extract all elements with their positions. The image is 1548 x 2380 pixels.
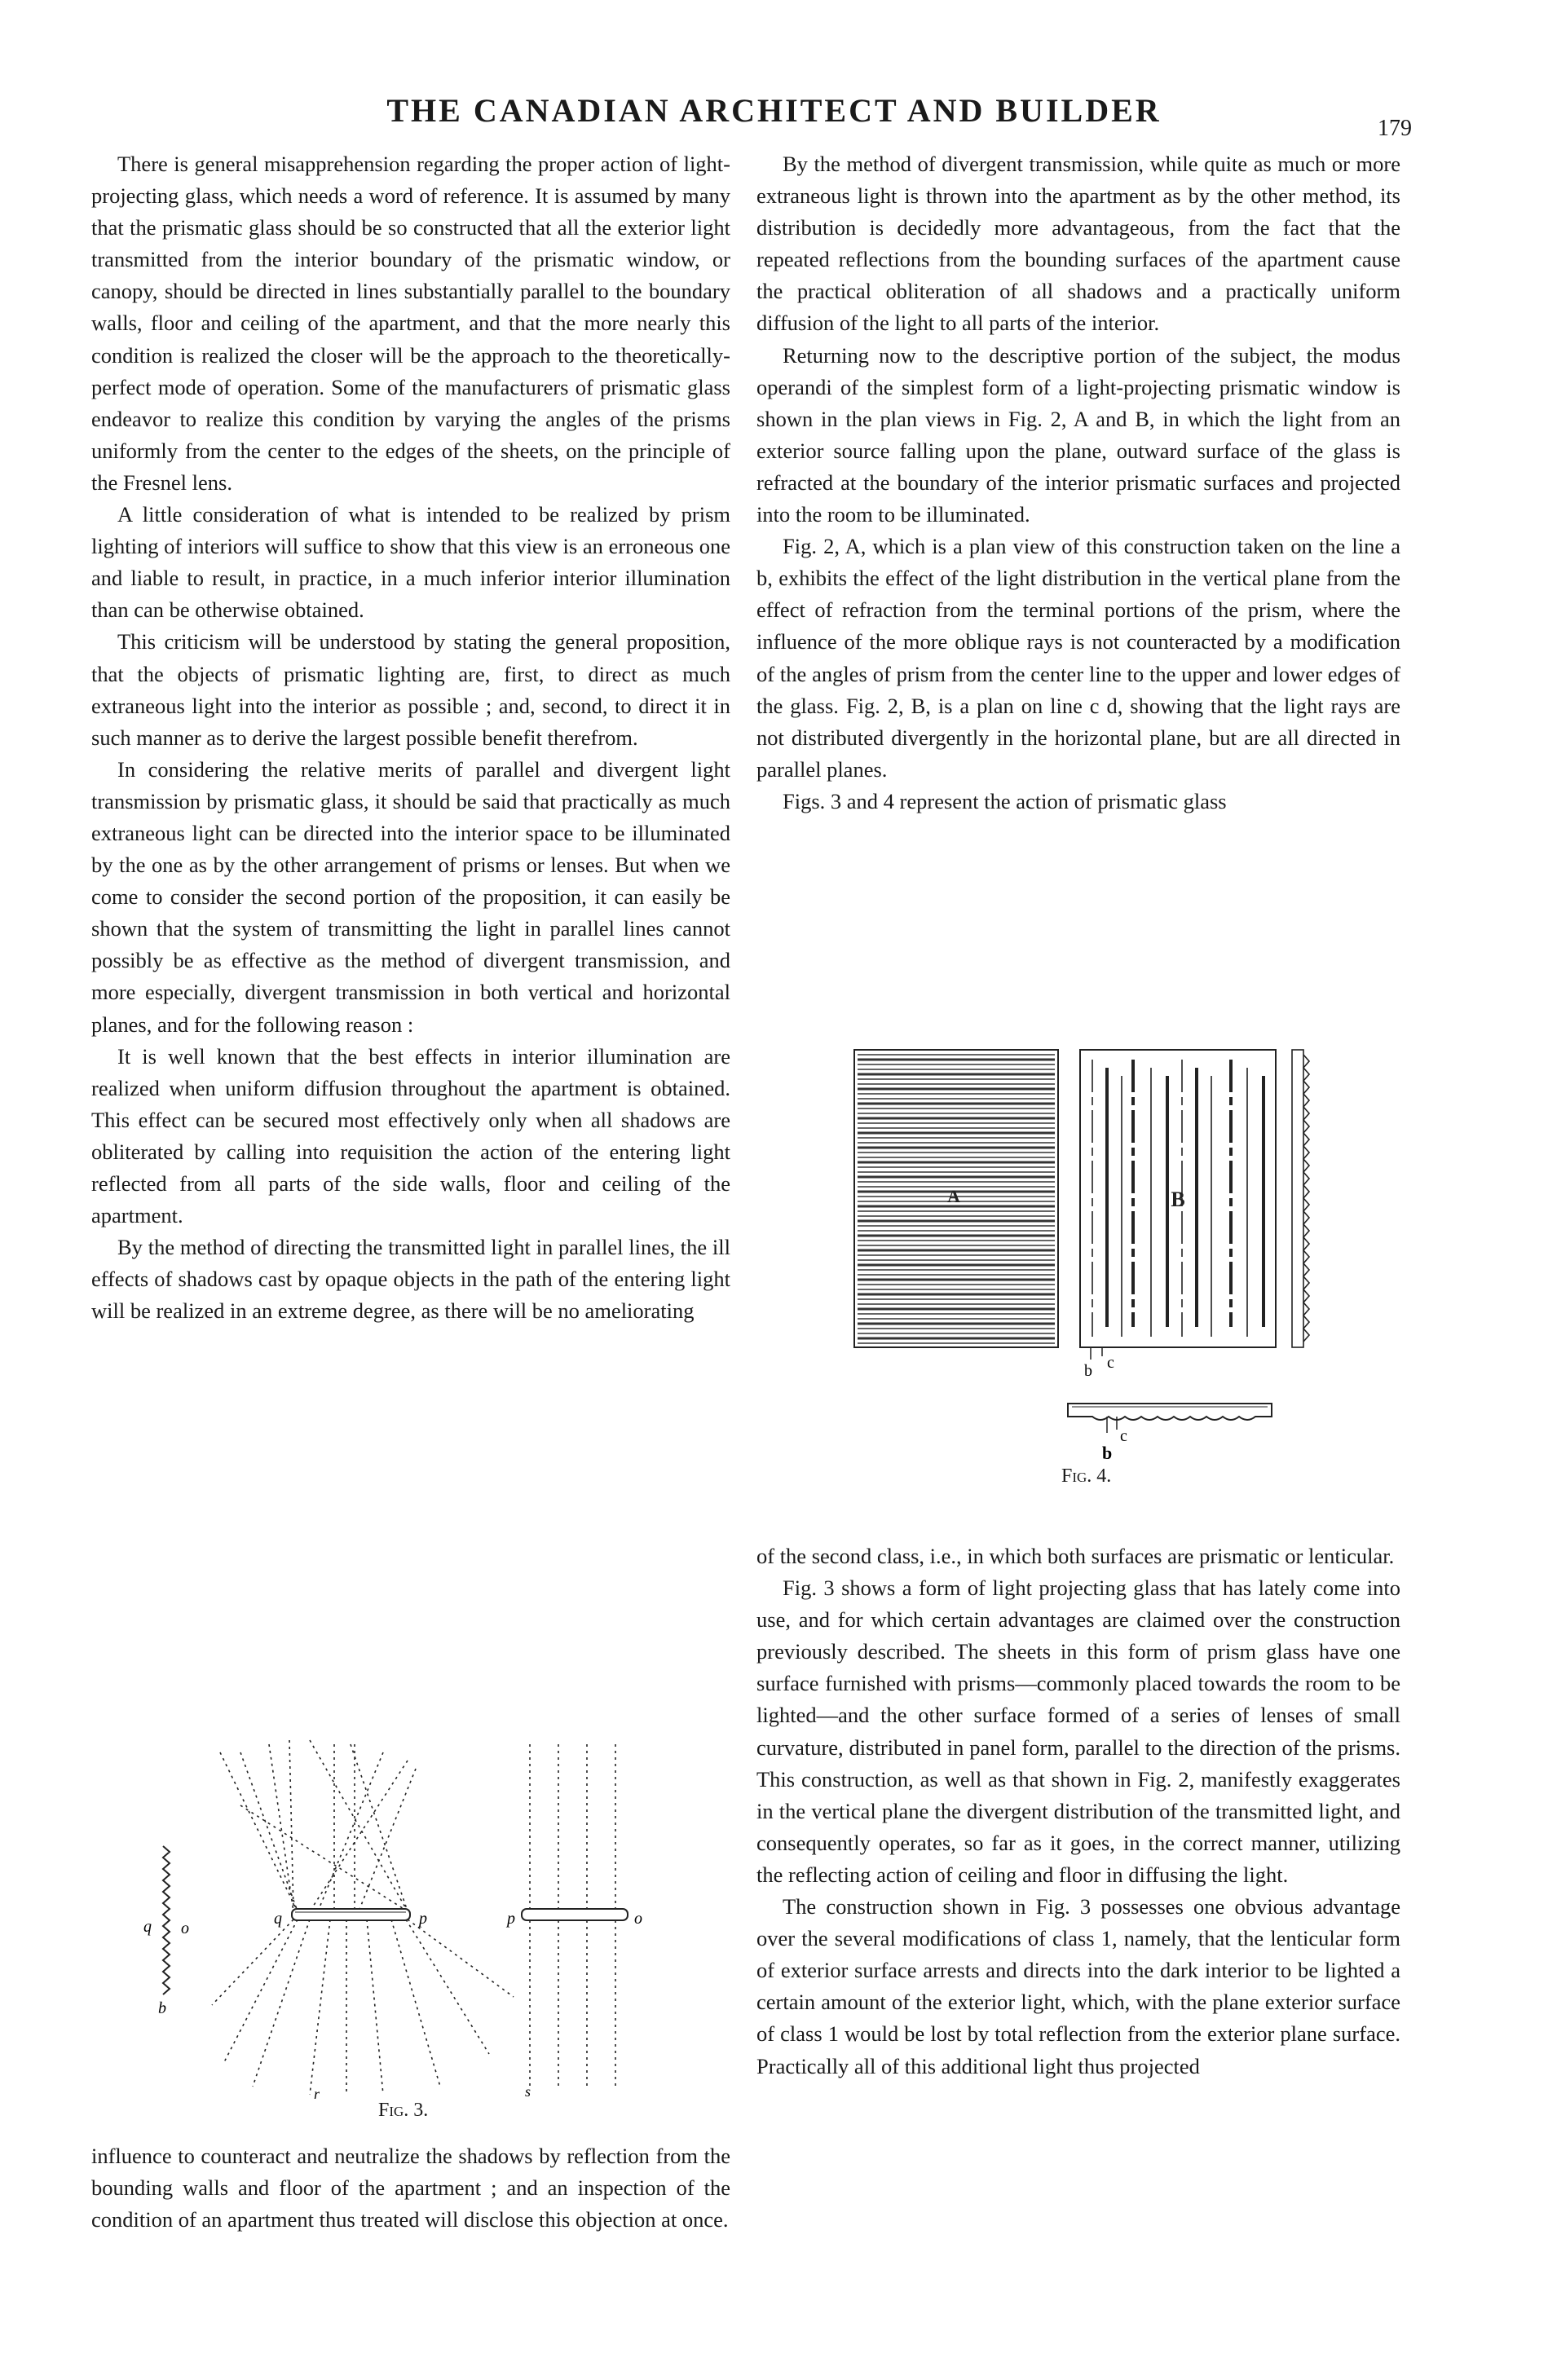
figure-4-caption: Fig. 4. (1061, 1465, 1112, 1487)
paragraph: It is well known that the best effects in interior illumination are realized when uniform diffusion throughout the apartment is obtained. This effect can be secured most effectively only when all shadows are obliterated by calling into requisition the action of the entering light reflected from all parts of the side walls, floor and ceiling of the apartment. (91, 1043, 730, 1228)
label-q: q (143, 1918, 152, 1936)
paragraph: Figs. 3 and 4 represent the action of prismatic glass (783, 788, 1227, 813)
right-column-top (756, 148, 1400, 818)
paragraph: influence to counteract and neutralize the shadows by reflection from the bounding walls and floor of the apartment ; and an inspection of the condition of an apartment thus treated will disclose this objection at once. (91, 2144, 730, 2232)
figure-3 (143, 1728, 734, 2121)
glass-sheet-parallel (522, 1909, 628, 1920)
left-column-top (91, 148, 730, 1327)
lens-cross-section (1068, 1404, 1272, 1420)
right-column-bottom (756, 1540, 1400, 2082)
profile-zigzag (1303, 1055, 1309, 1342)
paragraph: In considering the relative merits of parallel and divergent light transmission by prismatic glass, it should be said that practically as much extraneous light can be directed into the interior space to be illuminated by the one as by the other arrangement of prisms or lenses. But when we come to consider the second portion of the proposition, it can easily be shown that the system of transmitting the light in parallel lines cannot possibly be as effective as the method of divergent transmission, and more especially, divergent transmission in both vertical and horizontal planes, and for the following reason : (91, 756, 730, 1037)
label-c: c (1107, 1354, 1114, 1372)
figure-4 (848, 1043, 1337, 1500)
label-a: A (947, 1186, 960, 1206)
glass-sheet-diverging (292, 1909, 410, 1920)
label-b: B (1171, 1188, 1185, 1211)
paragraph: Returning now to the descriptive portion of the subject, the modus operandi of the simplest form of a light-projecting prismatic window is shown in the plan views in Fig. 2, A and B, in which the light from an exterior source falling upon the plane, outward surface of the glass is refracted at the boundary of the interior prismatic surfaces and projected into the room to be illuminated. (756, 342, 1400, 527)
label-o: o (181, 1919, 189, 1937)
paragraph: By the method of divergent transmission, while quite as much or more extraneous light is thrown into the apartment as by the other method, its distribution is decidedly more advantageous, from the fact that the repeated reflections from the bounding surfaces of the apartment cause the practical obliteration of all shadows and a practically uniform diffusion of the light to all parts of the interior. (756, 152, 1400, 336)
label-q: q (274, 1910, 282, 1928)
label-c: c (1120, 1427, 1127, 1445)
label-o: o (634, 1910, 642, 1928)
label-r: r (314, 2086, 320, 2102)
label-p: p (419, 1910, 427, 1928)
figure-4-drawing (848, 1043, 1337, 1500)
paragraph: By the method of directing the transmitted light in parallel lines, the ill effects of shadows cast by opaque objects in the path of the entering light will be realized in an extreme degree, as there will be no ameliorating (91, 1235, 730, 1324)
label-b: b (158, 1999, 166, 2017)
paragraph: Fig. 3 shows a form of light projecting glass that has lately come into use, and for which certain advantages are claimed over the construction previously described. The sheets in this form of prism glass have one surface furnished with prisms—commonly placed towards the room to be lighted—and the other surface formed of a series of lenses of small curvature, distributed in panel form, parallel to the direction of the prisms. This construction, as well as that shown in Fig. 2, manifestly exaggerates in the vertical plane the divergent distribution of the transmitted light, and consequently operates, so far as it goes, in the correct manner, utilizing the reflecting action of ceiling and floor in diffusing the light. (756, 1576, 1400, 1887)
label-s: s (525, 2083, 531, 2100)
paragraph: A little consideration of what is intended to be realized by prism lighting of interiors will suffice to show that this view is an erroneous one and liable to result, in practice, in a much inferior interior illumination than can be otherwise obtained. (91, 502, 730, 623)
paragraph: of the second class, i.e., in which both surfaces are prismatic or lenticular. (756, 1544, 1395, 1568)
label-b: b (1102, 1443, 1113, 1463)
paragraph: This criticism will be understood by stating the general proposition, that the objects of prismatic lighting are, first, to direct as much extraneous light into the interior as possible ; and, second, to direct it in such manner as to derive the largest possible benefit therefrom. (91, 629, 730, 750)
label-p: p (507, 1910, 515, 1928)
paragraph: There is general misapprehension regarding the proper action of light-projecting glass, which needs a word of reference. It is assumed by many that the prismatic glass should be so constructed that all the exterior light transmitted from the interior boundary of the prismatic window, or canopy, should be directed in lines substantially parallel to the boundary walls, floor and ceiling of the apartment, and that the more nearly this condition is realized the closer will be the approach to the theoretically-perfect mode of operation. Some of the manufacturers of prismatic glass endeavor to realize this condition by varying the angles of the prisms uniformly from the center to the edges of the sheets, on the principle of the Fresnel lens. (91, 152, 730, 495)
paragraph: The construction shown in Fig. 3 possesses one obvious advantage over the several modifications of class 1, namely, that the lenticular form of exterior surface arrests and directs into the dark interior to be lighted a certain amount of the exterior light, which, with the plane exterior surface of class 1 would be lost by total reflection from the exterior plane surface. Practically all of this additional light thus projected (756, 1894, 1400, 2078)
prism-profile-zigzag (163, 1846, 170, 1994)
paragraph: Fig. 2, A, which is a plan view of this construction taken on the line a b, exhibits the effect of the light distribution in the vertical plane from the effect of refraction from the terminal portions of the prism, where the influence of the more oblique rays is not counteracted by a modification of the angles of prism from the center line to the upper and lower edges of the glass. Fig. 2, B, is a plan on line c d, showing that the light rays are not distributed divergently in the horizontal plane, but are all directed in parallel planes. (756, 534, 1400, 782)
left-column-bottom (91, 2140, 730, 2236)
running-header: THE CANADIAN ARCHITECT AND BUILDER (386, 92, 1162, 129)
figure-3-caption: Fig. 3. (378, 2100, 429, 2121)
page-number: 179 (1378, 116, 1412, 141)
figure-3-drawing (143, 1728, 734, 2119)
label-b: b (1084, 1362, 1092, 1380)
